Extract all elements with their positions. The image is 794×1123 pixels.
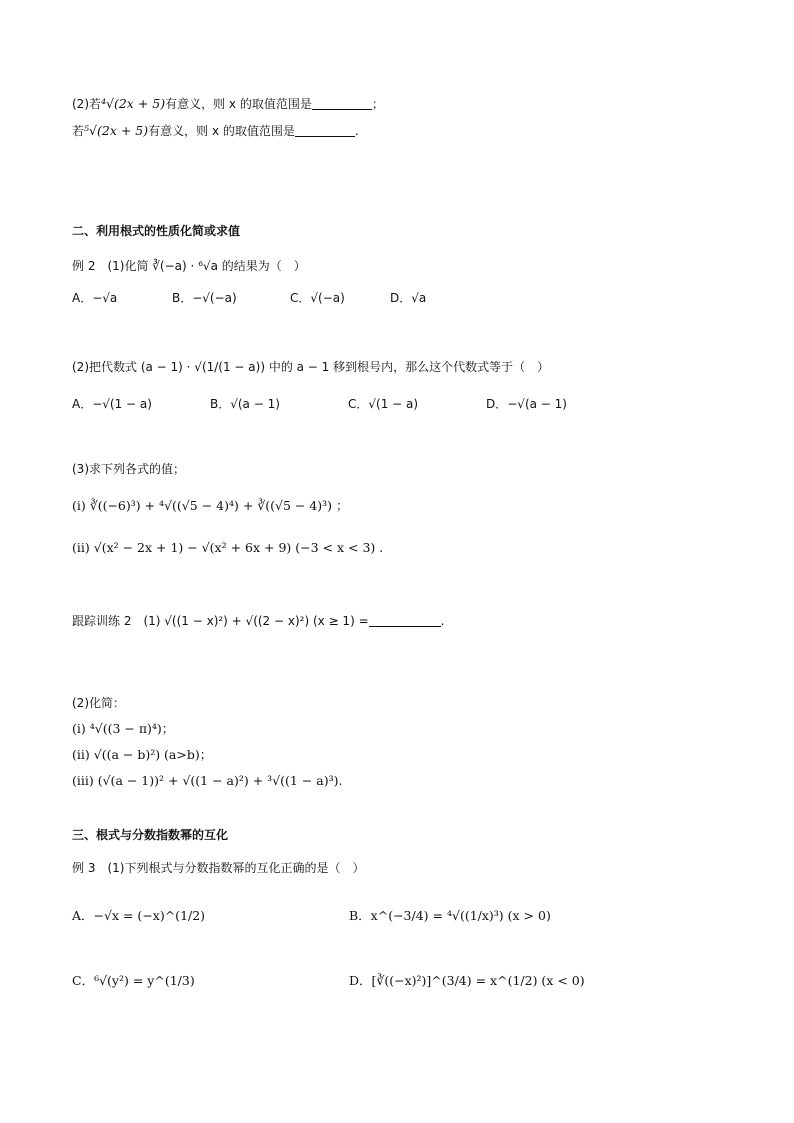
example-2-3-stem: (3)求下列各式的值；	[72, 462, 185, 476]
option-d: D．[∛((−x)²)]^(3/4) = x^(1/2) (x < 0)	[349, 973, 585, 988]
example-2-2-stem: (2)把代数式 (a − 1) · √(1/(1 − a)) 中的 a − 1 移到根号内，那么这个代数式等于（ ）	[72, 360, 550, 374]
option-c: C．√(−a)	[290, 291, 345, 305]
answer-blank[interactable]	[369, 614, 441, 627]
option-c: C．√(1 − a)	[348, 397, 419, 411]
track-2-2-i: (i) ⁴√((3 − π)⁴)；	[72, 721, 175, 736]
answer-blank[interactable]	[312, 97, 372, 110]
track-2-2-iii: (iii) (√(a − 1))² + √((1 − a)²) + ³√((1 − a)³).	[72, 773, 343, 788]
answer-blank[interactable]	[295, 124, 355, 137]
example-2-1-stem: 例 2 (1)化简 ∛(−a) · ⁶√a 的结果为（ ）	[72, 259, 306, 273]
example-2-3-i: (i) ∛((−6)³) + ⁴√((√5 − 4)⁴) + ∛((√5 − 4)³) ；	[72, 498, 349, 513]
option-b: B．−√(−a)	[172, 291, 237, 305]
track-2-2-ii: (ii) √((a − b)²) (a>b)；	[72, 747, 213, 762]
option-a: A．−√a	[72, 291, 118, 305]
option-c: C．⁶√(y²) = y^(1/3)	[72, 973, 195, 988]
option-a: A．−√x = (−x)^(1/2)	[72, 908, 206, 923]
track-2-1: 跟踪训练 2 (1) √((1 − x)²) + √((2 − x)²) (x ≥ 1) = .	[72, 614, 445, 628]
radical-expr: ⁴√(2x + 5)	[101, 96, 166, 111]
option-a: A．−√(1 − a)	[72, 397, 152, 411]
example-2-3-ii: (ii) √(x² − 2x + 1) − √(x² + 6x + 9) (−3 < x < 3) .	[72, 540, 384, 555]
section-heading: 三、根式与分数指数幂的互化	[72, 828, 229, 842]
track-2-2-title: (2)化简：	[72, 696, 125, 710]
q2-line2: 若⁵√(2x + 5)有意义，则 x 的取值范围是 .	[72, 123, 359, 138]
radical-expr: ⁵√(2x + 5)	[84, 123, 149, 138]
q2-line1: (2)若⁴√(2x + 5)有意义，则 x 的取值范围是 ；	[72, 96, 384, 111]
option-b: B．x^(−3/4) = ⁴√((1/x)³) (x > 0)	[349, 908, 551, 923]
example-3-stem: 例 3 (1)下列根式与分数指数幂的互化正确的是（ ）	[72, 861, 365, 875]
option-d: D．−√(a − 1)	[486, 397, 567, 411]
option-b: B．√(a − 1)	[210, 397, 280, 411]
section-heading: 二、利用根式的性质化简或求值	[72, 224, 241, 238]
option-d: D．√a	[390, 291, 427, 305]
